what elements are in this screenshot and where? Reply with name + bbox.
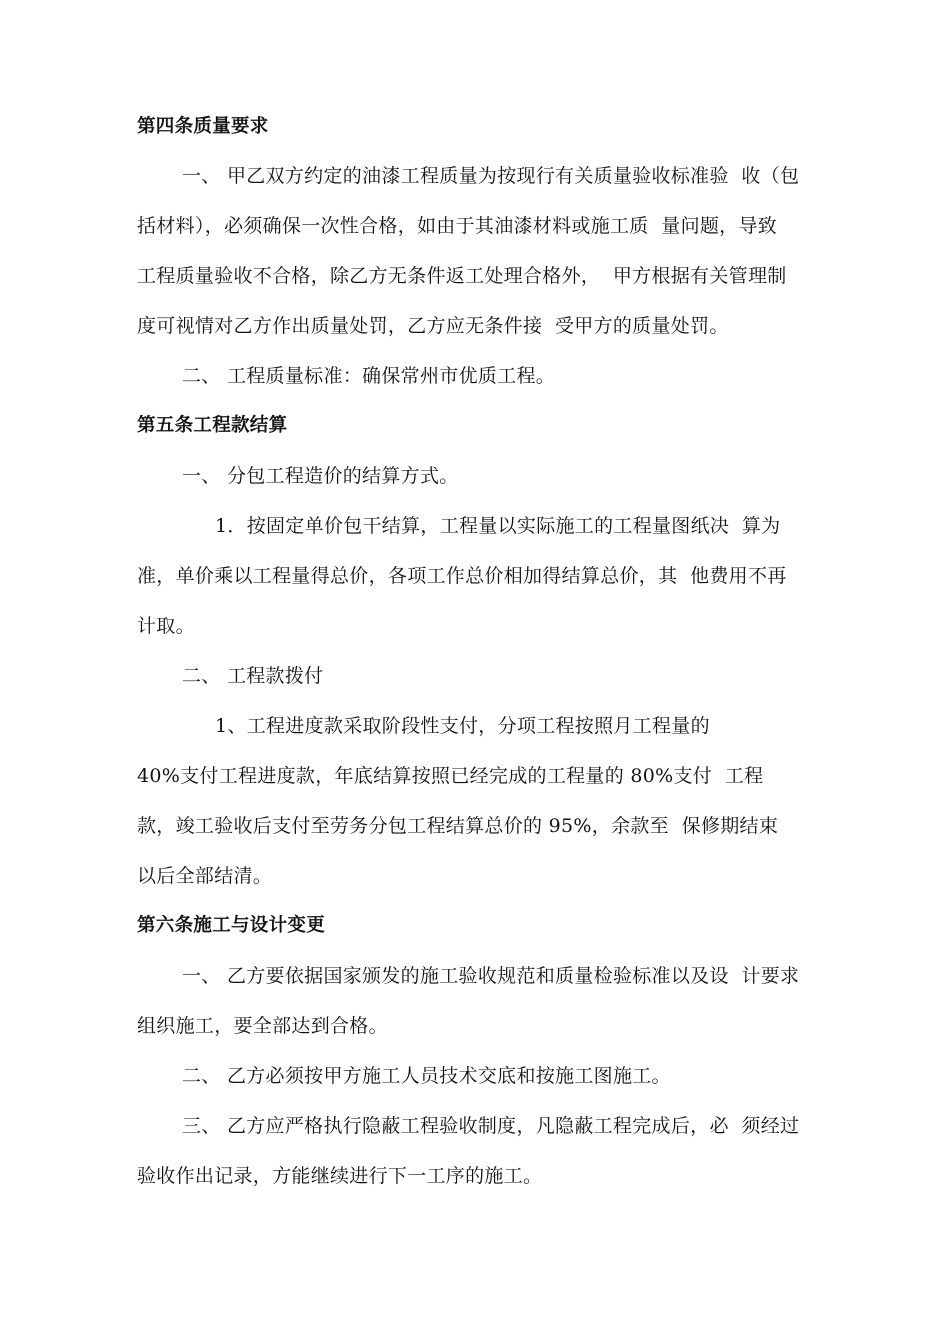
paragraph-line: 准，单价乘以工程量得总价，各项工作总价相加得结算总价，其 他费用不再	[137, 565, 787, 587]
paragraph-line: 一、 甲乙双方约定的油漆工程质量为按现行有关质量验收标准验 收（包	[182, 165, 800, 187]
paragraph-line: 40%支付工程进度款，年底结算按照已经完成的工程量的 80%支付 工程	[137, 765, 764, 787]
paragraph-line: 款，竣工验收后支付至劳务分包工程结算总价的 95%，余款至 保修期结束	[137, 815, 779, 837]
section-heading-payment: 第五条工程款结算	[137, 415, 288, 436]
paragraph-line: 括材料），必须确保一次性合格，如由于其油漆材料或施工质 量问题，导致	[137, 215, 778, 237]
paragraph-line: 以后全部结清。	[137, 865, 273, 887]
paragraph-line: 二、 工程款拨付	[182, 665, 324, 687]
paragraph-line: 一、 乙方要依据国家颁发的施工验收规范和质量检验标准以及设 计要求	[182, 965, 800, 987]
paragraph-line: 1．按固定单价包干结算，工程量以实际施工的工程量图纸决 算为	[215, 515, 781, 537]
paragraph-line: 验收作出记录，方能继续进行下一工序的施工。	[137, 1165, 543, 1187]
paragraph-line: 1、工程进度款采取阶段性支付，分项工程按照月工程量的	[215, 715, 710, 737]
paragraph-line: 二、 乙方必须按甲方施工人员技术交底和按施工图施工。	[182, 1065, 671, 1087]
paragraph-line: 计取。	[137, 615, 195, 637]
section-heading-construction: 第六条施工与设计变更	[137, 915, 326, 936]
paragraph-line: 一、 分包工程造价的结算方式。	[182, 465, 459, 487]
paragraph-line: 三、 乙方应严格执行隐蔽工程验收制度，凡隐蔽工程完成后，必 须经过	[182, 1115, 800, 1137]
section-heading-quality: 第四条质量要求	[137, 116, 269, 137]
paragraph-line: 组织施工，要全部达到合格。	[137, 1015, 388, 1037]
paragraph-line: 度可视情对乙方作出质量处罚，乙方应无条件接 受甲方的质量处罚。	[137, 315, 729, 337]
paragraph-line: 工程质量验收不合格，除乙方无条件返工处理合格外， 甲方根据有关管理制	[137, 265, 787, 287]
paragraph-line: 二、 工程质量标准：确保常州市优质工程。	[182, 365, 556, 387]
